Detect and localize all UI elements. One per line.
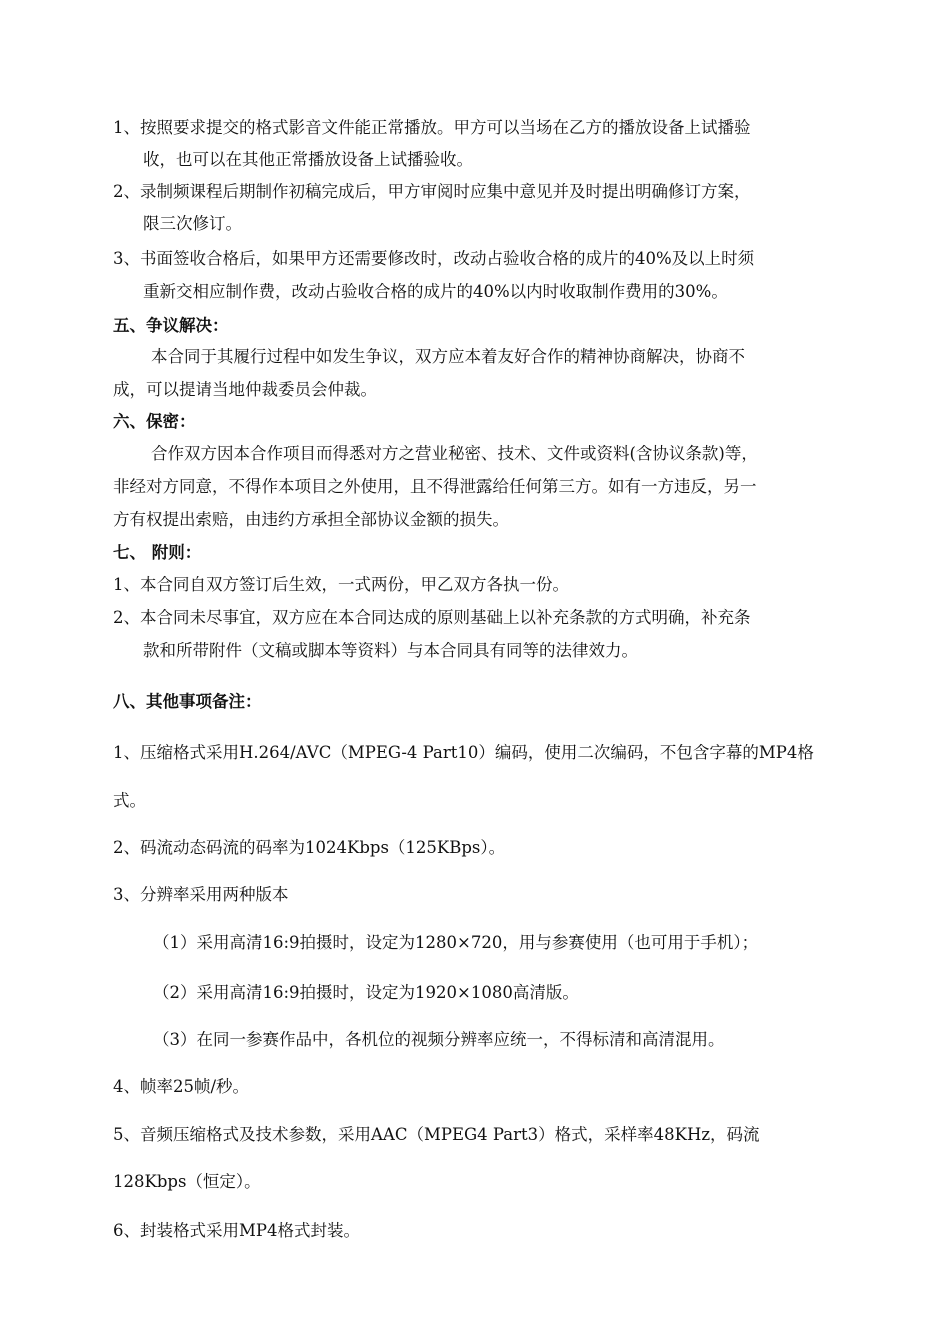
acceptance-item-1-line-2: 收，也可以在其他正常播放设备上试播验收。: [143, 150, 473, 169]
confidential-line-1: 合作双方因本合作项目而得悉对方之营业秘密、技术、文件或资料(含协议条款)等，: [151, 444, 758, 463]
confidential-line-3: 方有权提出索赔，由违约方承担全部协议金额的损失。: [113, 510, 509, 529]
confidential-heading: 六、保密：: [113, 412, 196, 431]
other-heading: 八、其他事项备注：: [113, 692, 262, 711]
other-item-3-sub-1: （1）采用高清16:9拍摄时，设定为1280×720，用与参赛使用（也可用于手机）；: [153, 933, 759, 952]
other-item-1-line-2: 式。: [113, 791, 146, 810]
confidential-line-2: 非经对方同意，不得作本项目之外使用，且不得泄露给任何第三方。如有一方违反，另一: [113, 477, 757, 496]
appendix-item-1: 1、本合同自双方签订后生效，一式两份，甲乙双方各执一份。: [113, 575, 569, 594]
dispute-line-1: 本合同于其履行过程中如发生争议，双方应本着友好合作的精神协商解决，协商不: [151, 347, 745, 366]
other-item-1-line-1: 1、压缩格式采用H.264/AVC（MPEG-4 Part10）编码，使用二次编码，不包含字幕的MP4格: [113, 743, 814, 762]
other-item-6: 6、封装格式采用MP4格式封装。: [113, 1221, 360, 1240]
other-item-2: 2、码流动态码流的码率为1024Kbps（125KBps）。: [113, 838, 506, 857]
other-item-5-line-1: 5、音频压缩格式及技术参数，采用AAC（MPEG4 Part3）格式，采样率48KHz，码流: [113, 1125, 760, 1144]
dispute-heading: 五、争议解决：: [113, 316, 229, 335]
appendix-item-2-line-2: 款和所带附件（文稿或脚本等资料）与本合同具有同等的法律效力。: [143, 641, 638, 660]
appendix-heading: 七、 附则：: [113, 543, 202, 562]
other-item-3-sub-3: （3）在同一参赛作品中，各机位的视频分辨率应统一，不得标清和高清混用。: [153, 1030, 725, 1049]
acceptance-item-3-line-1: 3、书面签收合格后，如果甲方还需要修改时，改动占验收合格的成片的40%及以上时须: [113, 249, 755, 268]
appendix-item-2-line-1: 2、本合同未尽事宜，双方应在本合同达成的原则基础上以补充条款的方式明确，补充条: [113, 608, 751, 627]
acceptance-item-2-line-1: 2、录制频课程后期制作初稿完成后，甲方审阅时应集中意见并及时提出明确修订方案，: [113, 182, 751, 201]
acceptance-item-2-line-2: 限三次修订。: [143, 214, 242, 233]
acceptance-item-1-line-1: 1、按照要求提交的格式影音文件能正常播放。甲方可以当场在乙方的播放设备上试播验: [113, 118, 751, 137]
other-item-3-sub-2: （2）采用高清16:9拍摄时，设定为1920×1080高清版。: [153, 983, 579, 1002]
other-item-5-line-2: 128Kbps（恒定）。: [113, 1172, 261, 1191]
acceptance-item-3-line-2: 重新交相应制作费，改动占验收合格的成片的40%以内时收取制作费用的30%。: [143, 282, 728, 301]
other-item-4: 4、帧率25帧/秒。: [113, 1077, 250, 1096]
other-item-3: 3、分辨率采用两种版本: [113, 885, 289, 904]
dispute-line-2: 成，可以提请当地仲裁委员会仲裁。: [113, 380, 377, 399]
